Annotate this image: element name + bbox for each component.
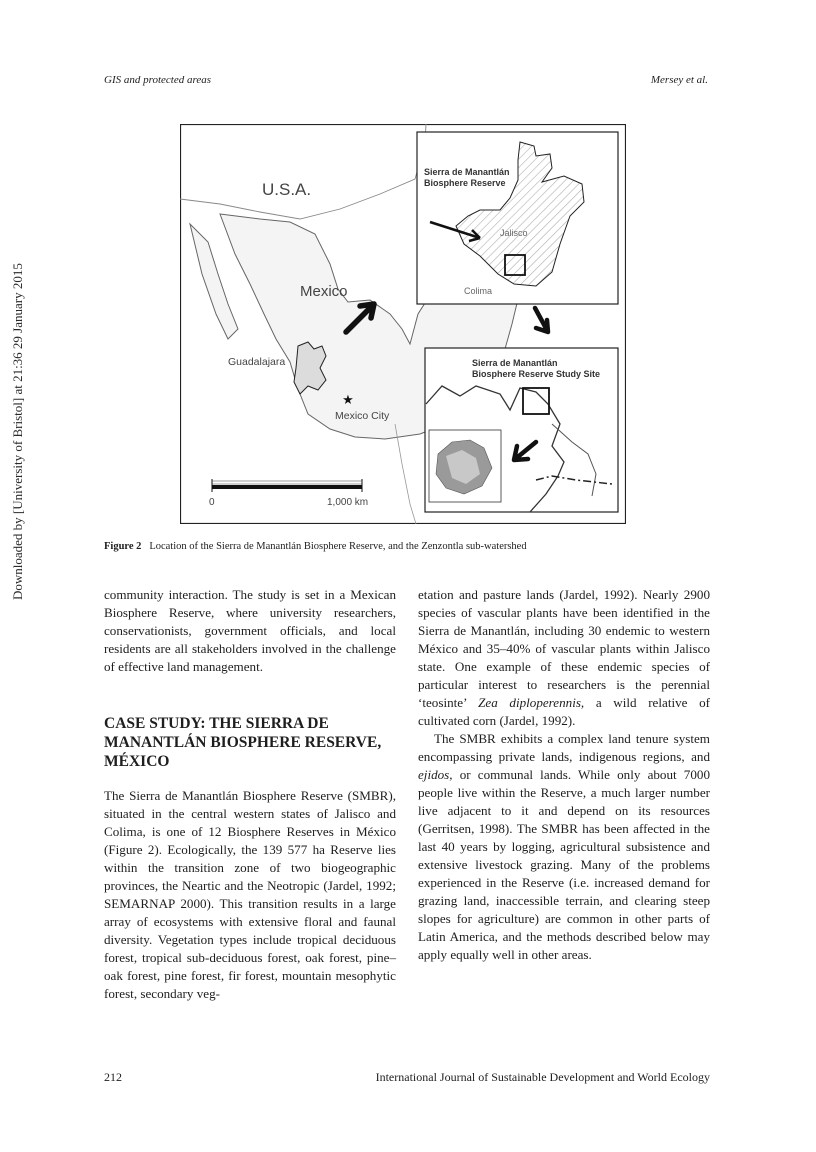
download-watermark: Downloaded by [University of Bristol] at 21:36 29 January 2015	[10, 263, 25, 600]
star-icon: ★	[342, 392, 354, 407]
inset-study-site-title-line2: Biosphere Reserve Study Site	[472, 369, 601, 379]
location-map	[180, 124, 626, 524]
scale-max-label: 1,000 km	[327, 497, 369, 508]
running-header-left: GIS and protected areas	[104, 74, 212, 86]
running-header-right: Mersey et al.	[650, 74, 708, 86]
figure-caption-text: Location of the Sierra de Manantlán Biosphere Reserve, and the Zenzontla sub-watershed	[149, 541, 527, 552]
page-number: 212	[104, 1070, 122, 1084]
mexico-label: Mexico	[300, 283, 348, 300]
inset-reserve-title-line2: Biosphere Reserve	[424, 178, 506, 188]
jalisco-label: Jalisco	[500, 228, 528, 238]
journal-name: International Journal of Sustainable Development and World Ecology	[375, 1070, 710, 1084]
scale-min-label: 0	[209, 497, 215, 508]
guadalajara-label: Guadalajara	[228, 356, 286, 368]
figure-caption-label: Figure 2	[104, 541, 142, 552]
mexico-city-label: Mexico City	[335, 410, 390, 422]
reserve-inset	[417, 132, 618, 304]
right-column	[418, 586, 710, 964]
left-column	[104, 586, 396, 1003]
case-study-paragraph: The Sierra de Manantlán Biosphere Reserve (SMBR), situated in the central western states of Jalisco and Colima, is one of 12 Biosphere Reserves in México (Figure 2). Ecologically, the 139 577 ha Reserve lies within the transition zone of two biogeographic provinces, the Neartic and the Neotropic (Jardel, 1992; SEMARNAP 2000). This transition results in a large array of ecosystems with extensive floral and faunal diversity. Vegetation types include tropical deciduous forest, tropical sub-deciduous forest, oak forest, pine–oak forest, pine forest, fir forest, mountain mesophytic forest, secondary veg-	[104, 788, 396, 1001]
figure-caption	[104, 541, 724, 552]
usa-label: U.S.A.	[262, 180, 312, 199]
land-tenure-paragraph: The SMBR exhibits a complex land tenure system encompassing private lands, indigenous regions, and ejidos, or communal lands. While only about 7000 people live within the Reserve, a much larger number live adjacent to it and depend on its resources (Gerritsen, 1998). The SMBR has been affected in the last 40 years by logging, agricultural subsistence and extensive livestock grazing. Many of the problems experienced in the Reserve (i.e. increased demand for grazing land, inaccessible terrain, and clearing steep slopes for agriculture) are common in other parts of Latin America, and the methods described below may apply equally well in other areas.	[418, 731, 710, 962]
intro-paragraph: community interaction. The study is set in a Mexican Biosphere Reserve, where university researchers, conservationists, government officials, and local residents are all stakeholders involved in the challenge of effective land management.	[104, 587, 396, 674]
vegetation-paragraph: etation and pasture lands (Jardel, 1992). Nearly 2900 species of vascular plants have been identified in the Sierra de Manantlán, including 30 endemic to western México and 35–40% of vascular plants within Jalisco state. One example of these endemic species of particular interest to researchers is the perennial ‘teosinte’ Zea diploperennis, a wild relative of cultivated corn (Jardel, 1992).	[418, 587, 710, 728]
section-heading: CASE STUDY: THE SIERRA DE MANANTLÁN BIOSPHERE RESERVE, MÉXICO	[104, 715, 382, 770]
inset-reserve-title-line1: Sierra de Manantlán	[424, 167, 510, 177]
inset-study-site-title-line1: Sierra de Manantlán	[472, 358, 558, 368]
location-map-figure	[180, 124, 626, 524]
colima-label: Colima	[464, 286, 493, 296]
